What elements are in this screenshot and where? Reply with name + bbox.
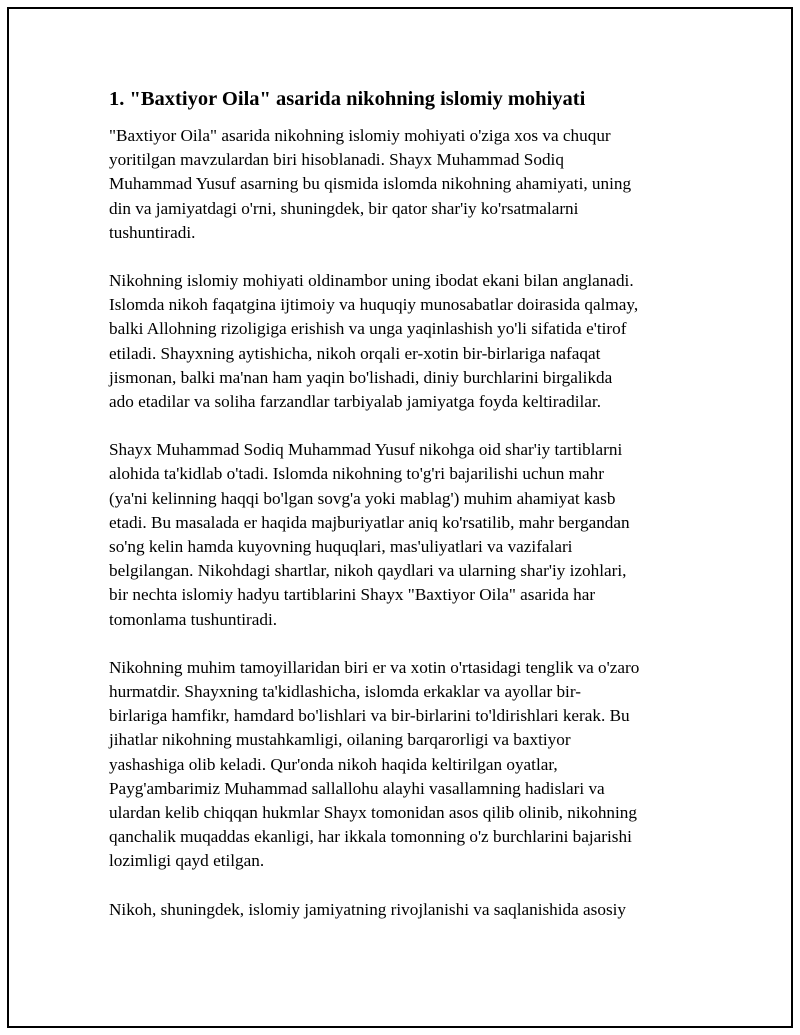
paragraph-2 bbox=[109, 269, 699, 414]
paragraph-line: etadi. Bu masalada er haqida majburiyatlar aniq ko'rsatilib, mahr bergandan bbox=[109, 512, 630, 532]
paragraph-4 bbox=[109, 656, 699, 874]
section-heading: 1. "Baxtiyor Oila" asarida nikohning islomiy mohiyati bbox=[109, 88, 586, 110]
paragraph-line: Nikohning muhim tamoyillaridan biri er va xotin o'rtasidagi tenglik va o'zaro bbox=[109, 657, 640, 677]
paragraph-5 bbox=[109, 898, 699, 922]
paragraph-line: lozimligi qayd etilgan. bbox=[109, 851, 265, 871]
paragraph-line: tushuntiradi. bbox=[109, 222, 196, 242]
paragraph-line: jihatlar nikohning mustahkamligi, oilaning barqarorligi va baxtiyor bbox=[109, 730, 571, 750]
paragraph-1 bbox=[109, 124, 699, 245]
paragraph-line: birlariga hamfikr, hamdard bo'lishlari va bir-birlarini to'ldirishlari kerak. Bu bbox=[109, 706, 630, 726]
paragraph-line: jismonan, balki ma'nan ham yaqin bo'lishadi, diniy burchlarini birgalikda bbox=[109, 367, 613, 387]
paragraph-line: Nikoh, shuningdek, islomiy jamiyatning rivojlanishi va saqlanishida asosiy bbox=[109, 899, 627, 919]
paragraph-line: "Baxtiyor Oila" asarida nikohning islomiy mohiyati o'ziga xos va chuqur bbox=[109, 126, 611, 145]
paragraph-line: balki Allohning rizoligiga erishish va unga yaqinlashish yo'li sifatida e'tirof bbox=[109, 319, 627, 339]
paragraph-line: Shayx Muhammad Sodiq Muhammad Yusuf nikohga oid shar'iy tartiblarni bbox=[109, 440, 623, 460]
paragraph-line: (ya'ni kelinning haqqi bo'lgan sovg'a yoki mablag') muhim ahamiyat kasb bbox=[109, 488, 616, 508]
paragraph-line: ado etadilar va soliha farzandlar tarbiyalab jamiyatga foyda keltiradilar. bbox=[109, 392, 602, 412]
paragraph-line: alohida ta'kidlab o'tadi. Islomda nikohning to'g'ri bajarilishi uchun mahr bbox=[109, 464, 604, 484]
paragraph-line: yoritilgan mavzulardan biri hisoblanadi. Shayx Muhammad Sodiq bbox=[109, 150, 564, 170]
paragraph-3 bbox=[109, 438, 699, 632]
paragraph-line: bir nechta islomiy hadyu tartiblarini Shayx "Baxtiyor Oila" asarida har bbox=[109, 585, 596, 605]
document-body bbox=[109, 86, 699, 946]
paragraph-line: tomonlama tushuntiradi. bbox=[109, 609, 278, 629]
paragraph-line: hurmatdir. Shayxning ta'kidlashicha, islomda erkaklar va ayollar bir- bbox=[109, 682, 581, 702]
paragraph-line: so'ng kelin hamda kuyovning huquqlari, mas'uliyatlari va vazifalari bbox=[109, 537, 573, 557]
paragraph-line: ulardan kelib chiqqan hukmlar Shayx tomonidan asos qilib olinib, nikohning bbox=[109, 803, 637, 823]
paragraph-line: din va jamiyatdagi o'rni, shuningdek, bir qator shar'iy ko'rsatmalarni bbox=[109, 198, 579, 218]
paragraph-line: Nikohning islomiy mohiyati oldinambor uning ibodat ekani bilan anglanadi. bbox=[109, 271, 634, 291]
paragraph-line: etiladi. Shayxning aytishicha, nikoh orqali er-xotin bir-birlariga nafaqat bbox=[109, 343, 601, 363]
paragraph-line: Payg'ambarimiz Muhammad sallallohu alayhi vasallamning hadislari va bbox=[109, 778, 605, 798]
paragraph-line: Muhammad Yusuf asarning bu qismida islomda nikohning ahamiyati, uning bbox=[109, 174, 632, 194]
paragraph-line: qanchalik muqaddas ekanligi, har ikkala tomonning o'z burchlarini bajarishi bbox=[109, 827, 632, 847]
paragraph-line: belgilangan. Nikohdagi shartlar, nikoh qaydlari va ularning shar'iy izohlari, bbox=[109, 561, 627, 581]
paragraph-line: yashashiga olib keladi. Qur'onda nikoh haqida keltirilgan oyatlar, bbox=[109, 754, 558, 774]
paragraph-line: Islomda nikoh faqatgina ijtimoiy va huquqiy munosabatlar doirasida qalmay, bbox=[109, 295, 639, 315]
